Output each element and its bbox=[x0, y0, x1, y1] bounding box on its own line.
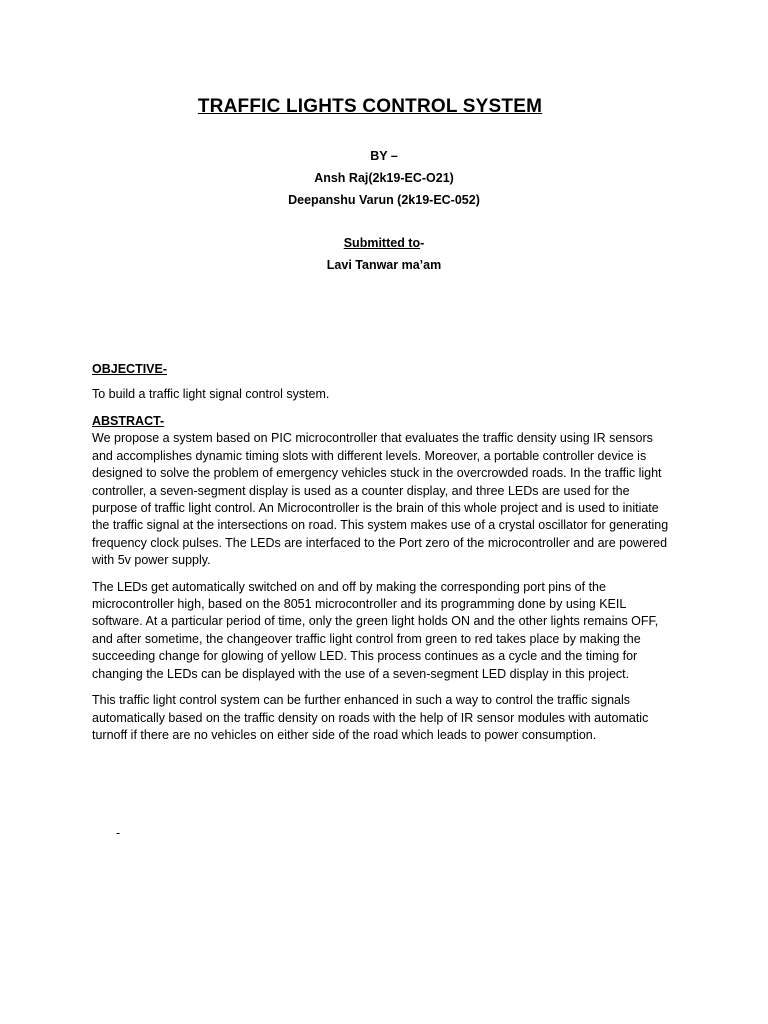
submitted-to-label: Submitted to bbox=[343, 236, 421, 250]
abstract-paragraph-2: The LEDs get automatically switched on and off by making the corresponding port pins of the microcontroller high, based on the 8051 microcontroller and its programming done by using KEIL software. At a particular period of time, only the green light holds ON and the other lights remains OFF, and after sometime, the changeover traffic light control from green to red takes place by making the succeeding change for glowing of yellow LED. This process continues as a cycle and the timing for changing the LEDs can be displayed with the use of a seven-segment LED display in this project. bbox=[92, 579, 659, 681]
author-2: Deepanshu Varun (2k19-EC-052) bbox=[288, 193, 480, 207]
by-label: BY – bbox=[370, 149, 398, 163]
abstract-heading: ABSTRACT- bbox=[92, 414, 165, 428]
submitted-to-line bbox=[0, 236, 768, 250]
submitted-to-suffix: - bbox=[420, 236, 425, 250]
objective-heading: OBJECTIVE- bbox=[92, 362, 168, 376]
submitted-to-name: Lavi Tanwar ma’am bbox=[326, 258, 442, 272]
abstract-paragraph-3: This traffic light control system can be further enhanced in such a way to control the traffic signals automatically based on the traffic density on roads with the help of IR sensor modules with automatic turnoff if there are no vehicles on either side of the road which leads to power consumption. bbox=[92, 693, 649, 742]
document-title: TRAFFIC LIGHTS CONTROL SYSTEM bbox=[197, 96, 543, 117]
objective-text: To build a traffic light signal control system. bbox=[92, 387, 330, 402]
abstract-paragraph-1: We propose a system based on PIC microcontroller that evaluates the traffic density using IR sensors and accomplishes dynamic timing slots with different levels. Moreover, a portable controller device is designed to solve the problem of emergency vehicles stuck in the overcrowded roads. In the traffic light controller, a seven-segment display is used as a counter display, and three LEDs are used for the purpose of traffic light control. An Microcontroller is the brain of this whole project and is used to initiate the traffic signal at the intersections on road. This system makes use of a crystal oscillator for generating frequency clock pulses. The LEDs are interfaced to the Port zero of the microcontroller and are powered with 5v power supply. bbox=[92, 431, 669, 568]
trailing-dash: - bbox=[116, 826, 121, 840]
author-1: Ansh Raj(2k19-EC-O21) bbox=[314, 171, 454, 185]
objective-section bbox=[92, 361, 672, 404]
abstract-section bbox=[92, 413, 672, 744]
